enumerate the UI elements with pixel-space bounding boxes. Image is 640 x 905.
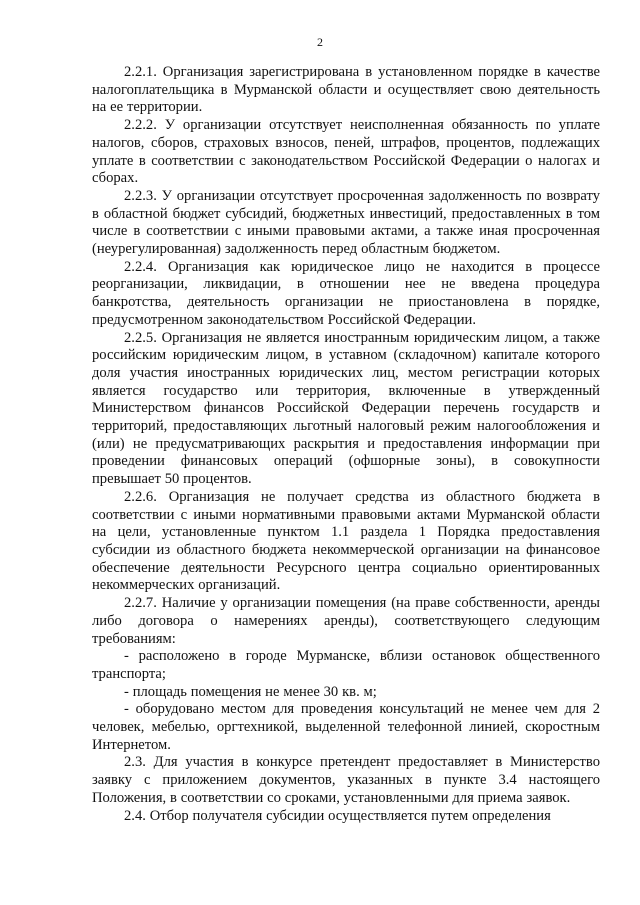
paragraph-2-2-7: 2.2.7. Наличие у организации помещения (на праве собственности, аренды либо договора о намерениях аренды), соответствующего следующим требованиям: bbox=[92, 595, 600, 647]
page-number: 2 bbox=[317, 35, 323, 49]
paragraph-2-3: 2.3. Для участия в конкурсе претендент предоставляет в Министерство заявку с приложением документов, указанных в пункте 3.4 настоящего Положения, в соответствии со сроками, установленными для приема заявок. bbox=[92, 754, 600, 806]
paragraph-2-2-4: 2.2.4. Организация как юридическое лицо не находится в процессе реорганизации, ликвидации, в отношении нее не введена процедура банкротства, деятельность организации не приостановлена в порядке, предусмотренном законодательством Российской Федерации. bbox=[92, 258, 600, 328]
requirement-equipment: - оборудовано местом для проведения консультаций не менее чем для 2 человек, мебелью, оргтехникой, выделенной телефонной линией, скоростным Интернетом. bbox=[92, 701, 600, 753]
requirement-area: - площадь помещения не менее 30 кв. м; bbox=[124, 683, 377, 700]
paragraph-2-2-5: 2.2.5. Организация не является иностранным юридическим лицом, а также российским юридическим лицом, в уставном (складочном) капитале которого доля участия иностранных юридических лиц, местом регистрации которых является государство или территория, включенные в утвержденный Министерством финансов Российской Федерации перечень государств и территорий, предоставляющих льготный налоговый режим налогообложения и (или) не предусматривающих раскрытия и предоставления информации при проведении финансовых операций (офшорные зоны), в совокупности превышает 50 процентов. bbox=[92, 329, 600, 488]
requirement-location: - расположено в городе Мурманске, вблизи остановок общественного транспорта; bbox=[92, 648, 600, 682]
paragraph-2-2-2: 2.2.2. У организации отсутствует неисполненная обязанность по уплате налогов, сборов, страховых взносов, пеней, штрафов, процентов, подлежащих уплате в соответствии с законодательством Российской Федерации о налогах и сборах. bbox=[92, 117, 600, 187]
paragraph-2-2-3: 2.2.3. У организации отсутствует просроченная задолженность по возврату в областной бюджет субсидий, бюджетных инвестиций, предоставленных в том числе в соответствии с иными правовыми актами, а также иная просроченная (неурегулированная) задолженность перед областным бюджетом. bbox=[92, 187, 600, 258]
paragraph-2-2-1: 2.2.1. Организация зарегистрирована в установленном порядке в качестве налогоплательщика в Мурманской области и осуществляет свою деятельность на ее территории. bbox=[92, 64, 600, 116]
document-body bbox=[92, 64, 600, 825]
paragraph-2-2-6: 2.2.6. Организация не получает средства из областного бюджета в соответствии с иными нормативными правовыми актами Мурманской области на цели, установленные пунктом 1.1 раздела 1 Порядка предоставления субсидии из областного бюджета некоммерческой организации на финансовое обеспечение деятельности Ресурсного центра социально ориентированных некоммерческих организаций. bbox=[92, 488, 600, 594]
paragraph-2-4: 2.4. Отбор получателя субсидии осуществляется путем определения bbox=[124, 807, 551, 824]
